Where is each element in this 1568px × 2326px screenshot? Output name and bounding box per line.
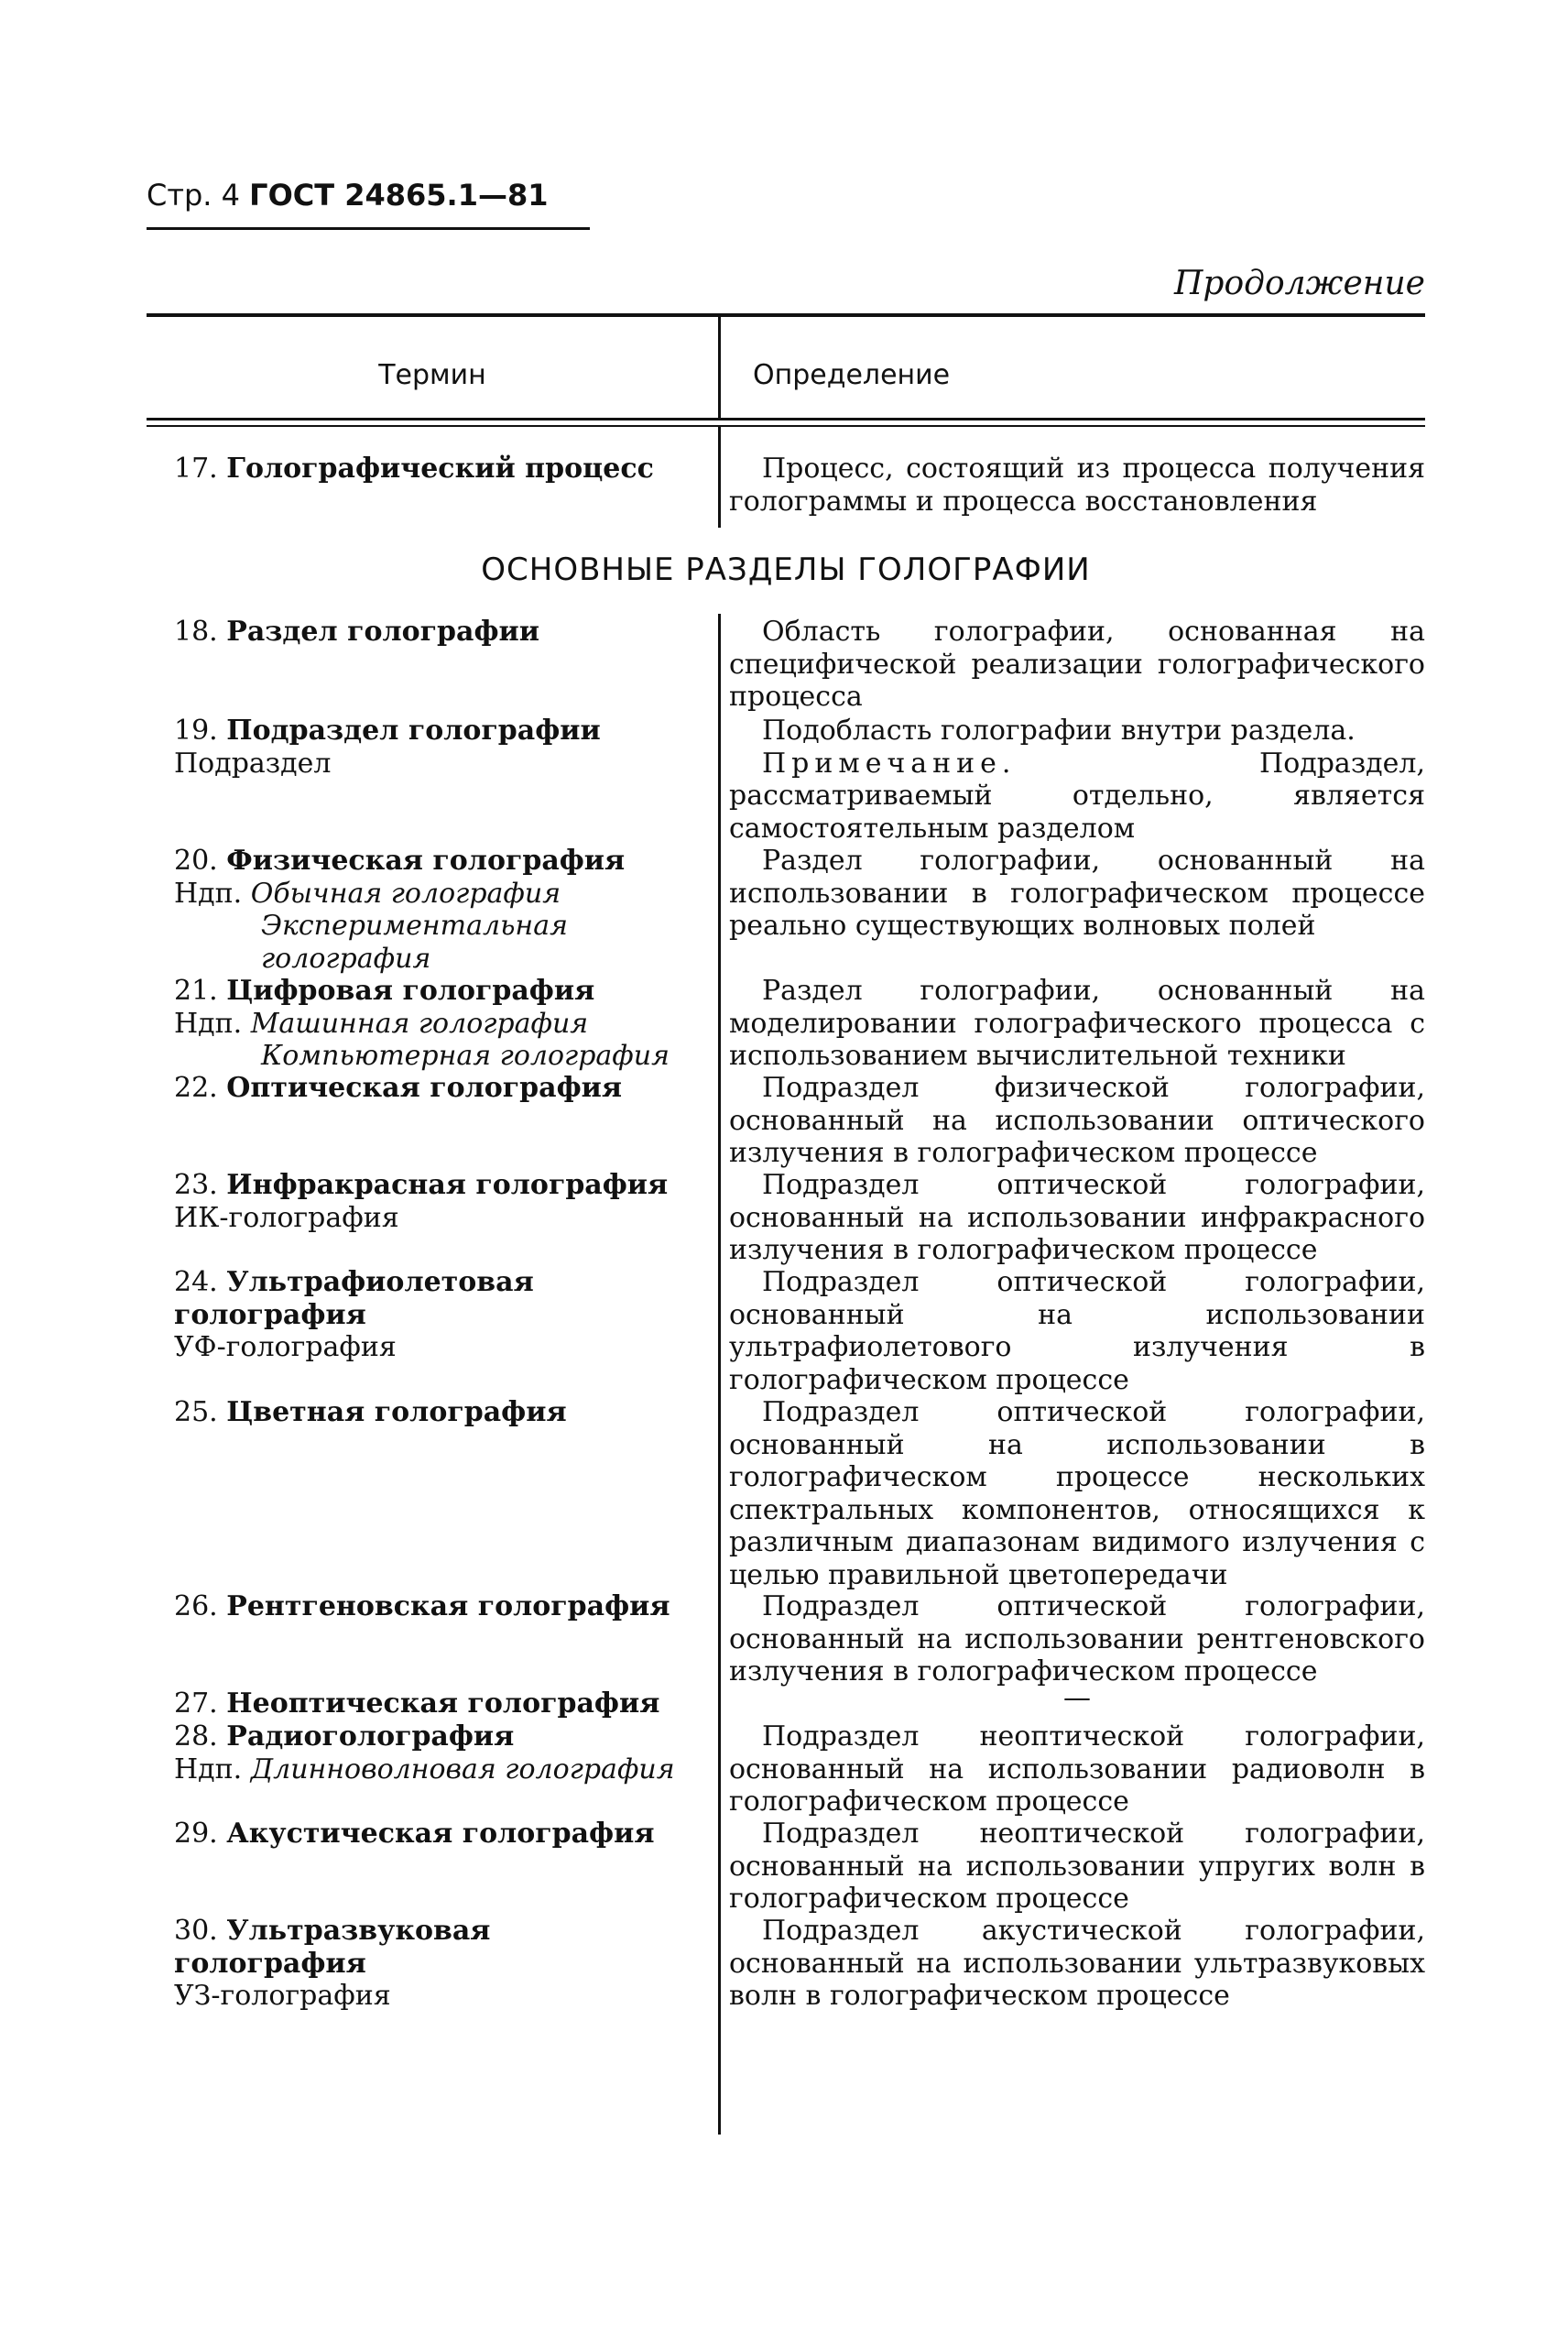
term-name: Оптическая голография: [226, 1072, 623, 1104]
definition-30: Подраздел акустической голографии, основанный на использовании ультразвуковых волн в голографическом процессе: [729, 1915, 1425, 2012]
definition-23: Подраздел оптической голографии, основанный на использовании инфракрасного излучения в голографическом процессе: [729, 1169, 1425, 1266]
note-label: Примечание.: [762, 747, 1017, 780]
term-name: Рентгеновская голография: [226, 1590, 670, 1622]
term-number: 17.: [174, 453, 218, 485]
header-rule: [147, 227, 590, 230]
column-divider-main: [718, 614, 721, 2135]
term-name: Инфракрасная голография: [226, 1169, 669, 1201]
term-name: Цифровая голография: [226, 975, 595, 1007]
term-21: [174, 975, 687, 1073]
term-synonym: Подраздел: [174, 747, 332, 780]
term-20: [174, 845, 687, 975]
term-27: [174, 1687, 687, 1720]
term-25: [174, 1396, 687, 1429]
definition-26: Подраздел оптической голографии, основанный на использовании рентгеновского излучения в голографическом процессе: [729, 1590, 1425, 1687]
section-title: ОСНОВНЫЕ РАЗДЕЛЫ ГОЛОГРАФИИ: [481, 551, 1091, 588]
term-22: [174, 1072, 687, 1105]
term-23: [174, 1169, 687, 1234]
definition-21: Раздел голографии, основанный на моделировании голографического процесса с использованием вычислительной техники: [729, 975, 1425, 1072]
column-header-definition: Определение: [753, 359, 951, 391]
term-synonym: ИК-голография: [174, 1201, 399, 1234]
term-19: [174, 715, 687, 780]
definition-29: Подраздел неоптической голографии, основанный на использовании упругих волн в голографическом процессе: [729, 1818, 1425, 1915]
term-name: Ультрафиолетовая голография: [174, 1266, 534, 1331]
term-number: 29.: [174, 1818, 218, 1850]
term-24: [174, 1266, 687, 1364]
term-number: 30.: [174, 1915, 218, 1947]
term-30: [174, 1915, 687, 2013]
term-name: Голографический процесс: [226, 453, 654, 485]
term-name: Акустическая голография: [226, 1818, 655, 1850]
table-top-rule: [147, 313, 1425, 317]
nd-label: Ндп.: [174, 1753, 243, 1785]
term-number: 23.: [174, 1169, 218, 1201]
nd-term: Машинная голография: [250, 1007, 589, 1040]
term-synonym: УФ-голография: [174, 1331, 397, 1363]
definition-20: Раздел голографии, основанный на использовании в голографическом процессе реально существующих волновых полей: [729, 845, 1425, 942]
term-name: Подраздел голографии: [226, 715, 601, 747]
term-number: 27.: [174, 1687, 218, 1720]
term-number: 25.: [174, 1396, 218, 1428]
header-double-rule-top: [147, 418, 1425, 420]
term-number: 22.: [174, 1072, 218, 1104]
term-number: 19.: [174, 715, 218, 747]
term-name: Цветная голография: [226, 1396, 567, 1428]
nd-label: Ндп.: [174, 1007, 243, 1040]
column-divider-entry-17: [718, 427, 721, 528]
definition-17: Процесс, состоящий из процесса получения голограммы и процесса восстановления: [729, 453, 1425, 518]
definition-25: Подраздел оптической голографии, основанный на использовании в голографическом процессе нескольких спектральных компонентов, относящихся к различным диапазонам видимого излучения с целью правильной цветопередачи: [729, 1396, 1425, 1591]
term-name: Ультразвуковая голография: [174, 1915, 491, 1980]
definition-27: —: [1063, 1682, 1091, 1714]
page-header: [147, 176, 590, 214]
term-number: 18.: [174, 616, 218, 648]
term-number: 20.: [174, 845, 218, 877]
note-text: Подраздел, рассматриваемый отдельно, является самостоятельным разделом: [729, 747, 1425, 845]
nd-term: Компьютерная голография: [261, 1040, 670, 1072]
definition-28: Подраздел неоптической голографии, основанный на использовании радиоволн в голографическом процессе: [729, 1720, 1425, 1818]
definition-19: [729, 715, 1425, 845]
column-header-term: Термин: [378, 359, 486, 391]
term-number: 21.: [174, 975, 218, 1007]
definition-18: Область голографии, основанная на специфической реализации голографического процесса: [729, 616, 1425, 713]
term-name: Раздел голографии: [226, 616, 539, 648]
definition-note: [729, 748, 1425, 846]
page-label: Стр. 4: [147, 178, 240, 213]
continuation-label: Продолжение: [1174, 265, 1425, 302]
header-double-rule-bottom: [147, 425, 1425, 427]
nd-label: Ндп.: [174, 877, 243, 910]
term-29: [174, 1818, 687, 1851]
term-number: 24.: [174, 1266, 218, 1298]
nd-term: Длинноволновая голография: [250, 1753, 675, 1785]
term-26: [174, 1590, 687, 1623]
term-name: Радиоголография: [226, 1720, 515, 1753]
term-28: [174, 1720, 687, 1785]
definition-24: Подраздел оптической голографии, основанный на использовании ультрафиолетового излучения в голографическом процессе: [729, 1266, 1425, 1396]
term-number: 28.: [174, 1720, 218, 1753]
term-18: [174, 616, 687, 649]
term-synonym: УЗ-голография: [174, 1980, 391, 2012]
nd-term: Экспериментальная голография: [261, 910, 568, 975]
term-number: 26.: [174, 1590, 218, 1622]
column-divider-header: [718, 317, 721, 420]
document-code: ГОСТ 24865.1—81: [249, 178, 549, 213]
definition-22: Подраздел физической голографии, основанный на использовании оптического излучения в голографическом процессе: [729, 1072, 1425, 1169]
definition-text: Подобласть голографии внутри раздела.: [762, 715, 1356, 747]
term-name: Физическая голография: [226, 845, 626, 877]
term-17: [174, 453, 687, 486]
nd-term: Обычная голография: [250, 877, 561, 910]
term-name: Неоптическая голография: [226, 1687, 660, 1720]
